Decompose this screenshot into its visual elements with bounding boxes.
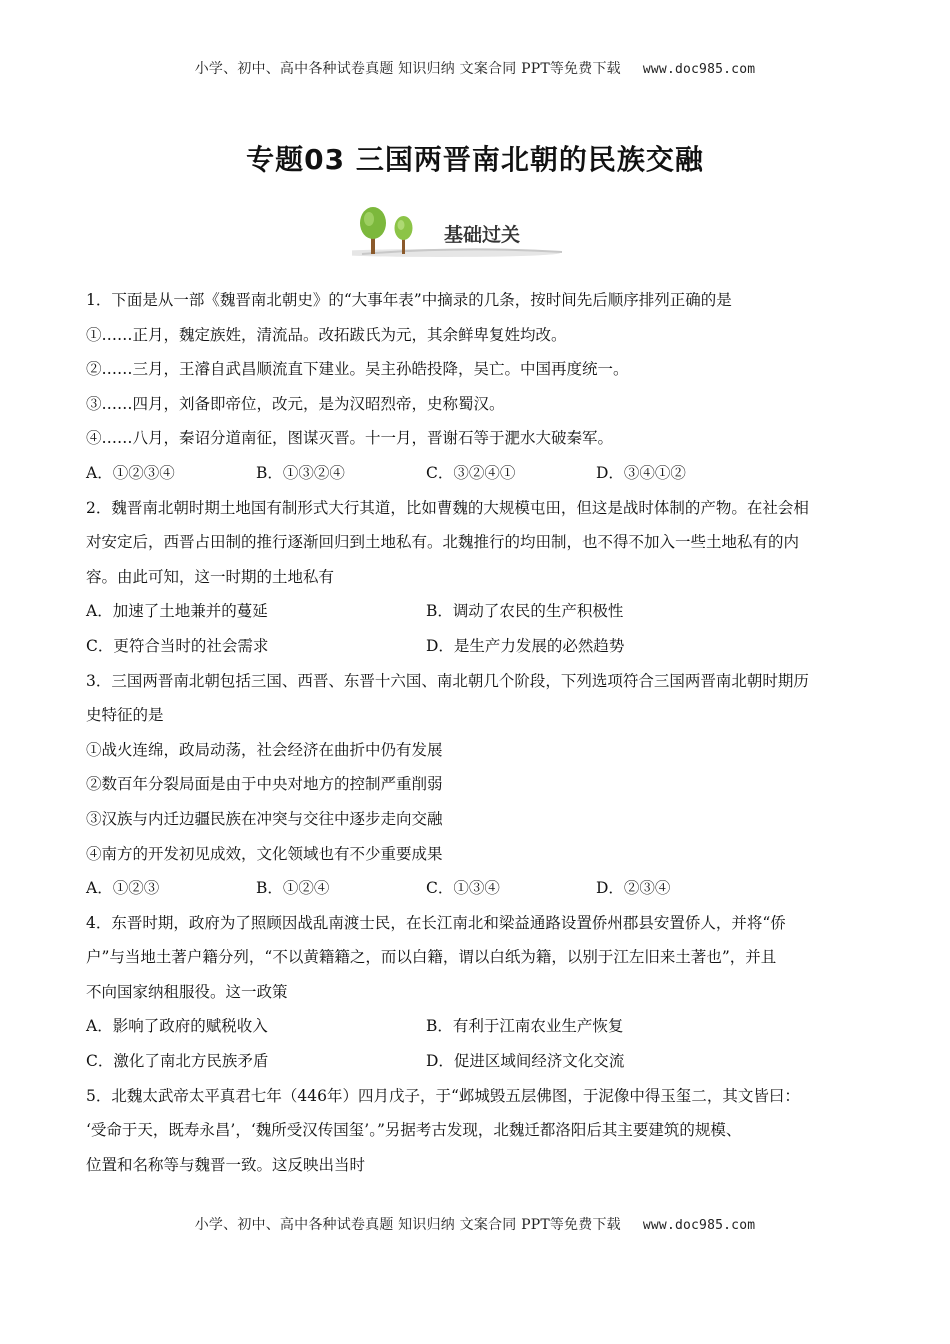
option-row (86, 594, 870, 629)
page-header (0, 58, 950, 78)
page-footer (0, 1214, 950, 1234)
page-title: 专题03 三国两晋南北朝的民族交融 (246, 143, 704, 176)
question-item: ②……三月，王濬自武昌顺流直下建业。吴主孙皓投降，吴亡。中国再度统一。 (86, 360, 629, 379)
section-label: 基础过关 (444, 224, 521, 246)
option-row (86, 1044, 870, 1079)
option-c[interactable]: C．①③④ (426, 879, 500, 898)
footer-text: 小学、初中、高中各种试卷真题 知识归纳 文案合同 PPT等免费下载 (194, 1217, 621, 1233)
question-stem-line: 对安定后，西晋占田制的推行逐渐回归到土地私有。北魏推行的均田制，也不得不加入一些土地私有的内 (86, 533, 800, 552)
option-c[interactable]: C．更符合当时的社会需求 (86, 636, 269, 655)
question-3 (86, 664, 870, 906)
question-stem-line: 位置和名称等与魏晋一致。这反映出当时 (86, 1155, 366, 1174)
option-c[interactable]: C．③②④① (426, 463, 516, 482)
question-list (86, 283, 870, 1182)
question-item: ④……八月，秦诏分道南征，图谋灭晋。十一月，晋谢石等于淝水大破秦军。 (86, 429, 614, 448)
question-stem-line: 1．下面是从一部《魏晋南北朝史》的“大事年表”中摘录的几条，按时间先后顺序排列正确的是 (86, 291, 732, 309)
question-stem-line: 5．北魏太武帝太平真君七年（446年）四月戊子，于“邺城毁五层佛图，于泥像中得玉玺二，其文皆曰： (86, 1086, 800, 1105)
option-a[interactable]: A．影响了政府的赋税收入 (86, 1017, 268, 1036)
question-item: ①战火连绵，政局动荡，社会经济在曲折中仍有发展 (86, 740, 443, 759)
question-stem-line: 4．东晋时期，政府为了照顾因战乱南渡士民，在长江南北和梁益通路设置侨州郡县安置侨人，并将“侨 (86, 913, 786, 932)
option-a[interactable]: A．加速了土地兼并的蔓延 (86, 602, 268, 621)
question-stem-line: 不向国家纳租服役。这一政策 (86, 982, 288, 1001)
option-d[interactable]: D．是生产力发展的必然趋势 (426, 636, 625, 655)
option-a[interactable]: A．①②③④ (86, 463, 175, 482)
question-5 (86, 1079, 870, 1183)
question-item: ②数百年分裂局面是由于中央对地方的控制严重削弱 (86, 775, 443, 794)
option-b[interactable]: B．①③②④ (256, 463, 345, 482)
option-d[interactable]: D．②③④ (596, 879, 671, 898)
header-url[interactable]: www.doc985.com (642, 62, 756, 77)
question-2 (86, 491, 870, 664)
option-b[interactable]: B．调动了农民的生产积极性 (426, 602, 624, 621)
question-stem-line: ‘受命于天，既寿永昌’，‘魏所受汉传国玺’。”另据考古发现，北魏迁都洛阳后其主要建筑的规模、 (86, 1121, 742, 1140)
question-item: ③……四月，刘备即帝位，改元，是为汉昭烈帝，史称蜀汉。 (86, 394, 505, 413)
header-text: 小学、初中、高中各种试卷真题 知识归纳 文案合同 PPT等免费下载 (194, 61, 621, 77)
option-d[interactable]: D．促进区域间经济文化交流 (426, 1052, 625, 1071)
question-stem-line: 容。由此可知，这一时期的土地私有 (86, 567, 335, 586)
option-b[interactable]: B．有利于江南农业生产恢复 (426, 1017, 624, 1036)
option-row (86, 871, 870, 906)
question-item: ①……正月，魏定族姓，清流品。改拓跋氏为元，其余鲜卑复姓均改。 (86, 325, 567, 344)
question-stem-line: 2．魏晋南北朝时期土地国有制形式大行其道，比如曹魏的大规模屯田，但这是战时体制的产物。在社会相 (86, 498, 809, 517)
option-b[interactable]: B．①②④ (256, 879, 330, 898)
option-row (86, 1009, 870, 1044)
question-stem-line: 史特征的是 (86, 706, 164, 725)
question-stem-line: 户”与当地土著户籍分列，“不以黄籍籍之，而以白籍，谓以白纸为籍，以别于江左旧来土著也”，并且 (86, 948, 777, 967)
question-4 (86, 906, 870, 1079)
option-row (86, 456, 870, 491)
option-row (86, 629, 870, 664)
option-d[interactable]: D．③④①② (596, 463, 686, 482)
question-1 (86, 283, 870, 491)
section-badge (352, 206, 570, 262)
question-stem-line: 3．三国两晋南北朝包括三国、西晋、东晋十六国、南北朝几个阶段，下列选项符合三国两晋南北朝时期历 (86, 671, 809, 690)
option-c[interactable]: C．激化了南北方民族矛盾 (86, 1052, 269, 1071)
question-item: ③汉族与内迁边疆民族在冲突与交往中逐步走向交融 (86, 809, 443, 828)
question-item: ④南方的开发初见成效，文化领域也有不少重要成果 (86, 844, 443, 863)
footer-url[interactable]: www.doc985.com (642, 1218, 756, 1233)
option-a[interactable]: A．①②③ (86, 879, 160, 898)
